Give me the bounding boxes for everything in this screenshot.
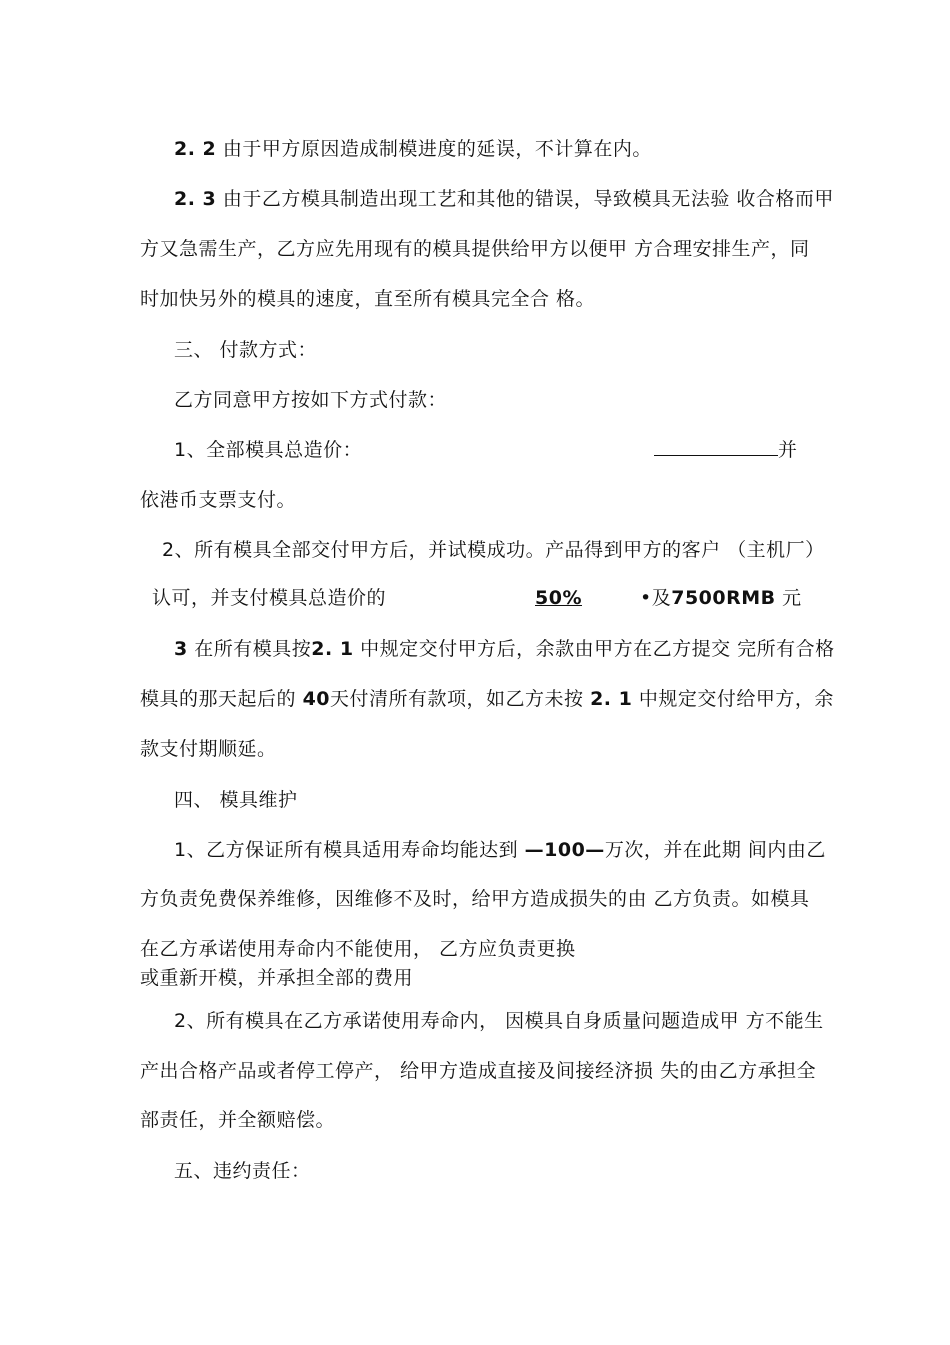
payment-item-1-suffix: 并 [778, 439, 798, 461]
item-text: 1、乙方保证所有模具适用寿命均能达到 [174, 839, 519, 861]
payment-percent: 50% [535, 587, 582, 609]
maintenance-item-1-line-3: 在乙方承诺使用寿命内不能使用， 乙方应负责更换 [140, 938, 576, 960]
section-5-heading: 五、违约责任： [174, 1160, 311, 1182]
item-text: 中规定交付甲方后，余款由甲方在乙方提交 完所有合格 [360, 638, 835, 660]
payment-item-3-line-2 [140, 687, 834, 711]
lifetime-count: —100— [524, 839, 605, 861]
item-text: 中规定交付给甲方，余 [638, 688, 834, 710]
item-text: 模具的那天起后的 [140, 688, 297, 710]
item-text: 天付清所有款项，如乙方未按 [330, 688, 584, 710]
clause-ref: 2. 1 [590, 688, 633, 710]
days-count: 40 [302, 688, 331, 710]
clause-2-3-line-1 [174, 187, 834, 211]
clause-text: 由于甲方原因造成制模进度的延误，不计算在内。 [222, 138, 652, 160]
maintenance-item-1-line-4: 或重新开模，并承担全部的费用 [140, 967, 414, 989]
maintenance-item-2-line-3: 部责任，并全额赔偿。 [140, 1109, 336, 1131]
payment-item-1-blank [654, 438, 798, 462]
payment-and: •及 [640, 587, 672, 609]
maintenance-item-2-line-1: 2、所有模具在乙方承诺使用寿命内， 因模具自身质量问题造成甲 方不能生 [174, 1010, 824, 1032]
maintenance-item-1-line-1 [174, 838, 826, 862]
item-number: 3 [174, 638, 188, 660]
clause-ref: 2. 1 [311, 638, 354, 660]
payment-item-2-line-1: 2、所有模具全部交付甲方后，并试模成功。产品得到甲方的客户 （主机厂） [162, 539, 825, 561]
payment-item-1-continuation: 依港币支票支付。 [140, 489, 297, 511]
clause-number: 2. 2 [174, 138, 217, 160]
item-text: 在所有模具按 [194, 638, 312, 660]
maintenance-item-1-line-2: 方负责免费保养维修，因维修不及时，给甲方造成损失的由 乙方负责。如模具 [140, 888, 810, 910]
payment-amount-group [640, 586, 802, 610]
blank-line [654, 439, 778, 456]
payment-item-3-line-1 [174, 637, 835, 661]
payment-item-2-line-2: 认可，并支付模具总造价的 [152, 587, 387, 609]
payment-currency: 元 [782, 587, 802, 609]
clause-2-3-line-2: 方又急需生产，乙方应先用现有的模具提供给甲方以便甲 方合理安排生产，同 [140, 238, 810, 260]
section-3-heading: 三、 付款方式： [174, 339, 318, 361]
item-text: 万次，并在此期 间内由乙 [604, 839, 826, 861]
clause-2-2 [174, 137, 652, 161]
clause-text: 由于乙方模具制造出现工艺和其他的错误，导致模具无法验 收合格而甲 [222, 188, 834, 210]
section-4-heading: 四、 模具维护 [174, 789, 298, 811]
clause-number: 2. 3 [174, 188, 217, 210]
payment-item-1-label: 1、全部模具总造价： [174, 439, 363, 461]
section-3-intro: 乙方同意甲方按如下方式付款： [174, 389, 448, 411]
maintenance-item-2-line-2: 产出合格产品或者停工停产， 给甲方造成直接及间接经济损 失的由乙方承担全 [140, 1060, 817, 1082]
clause-2-3-line-3: 时加快另外的模具的速度，直至所有模具完全合 格。 [140, 288, 596, 310]
payment-amount: 7500RMB [671, 587, 776, 609]
payment-item-3-line-3: 款支付期顺延。 [140, 738, 277, 760]
